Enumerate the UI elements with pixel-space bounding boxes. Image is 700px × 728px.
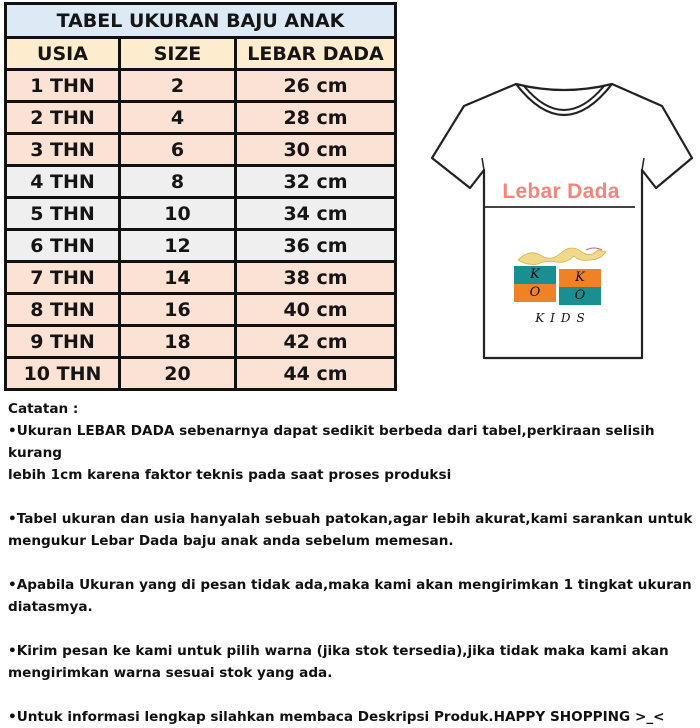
cell-size: 8 bbox=[120, 166, 236, 198]
table-row bbox=[6, 358, 396, 390]
notes-heading: Catatan : bbox=[8, 401, 79, 417]
logo-brand-text: KIDS bbox=[535, 311, 591, 325]
table-row bbox=[6, 262, 396, 294]
header-lebar-dada: LEBAR DADA bbox=[236, 38, 396, 70]
header-usia: USIA bbox=[6, 38, 120, 70]
koko-kids-logo bbox=[514, 244, 608, 326]
logo-tile-k2: K bbox=[559, 269, 601, 287]
table-row bbox=[6, 326, 396, 358]
header-size: SIZE bbox=[120, 38, 236, 70]
note-line: diatasmya. bbox=[8, 599, 93, 615]
cell-usia: 6 THN bbox=[6, 230, 120, 262]
cell-lebar-dada: 26 cm bbox=[236, 70, 396, 102]
note-line: mengukur Lebar Dada baju anak anda sebelum memesan. bbox=[8, 533, 454, 549]
table-row bbox=[6, 134, 396, 166]
cell-usia: 10 THN bbox=[6, 358, 120, 390]
logo-tile-o1: O bbox=[514, 284, 556, 302]
logo-tile-o2: O bbox=[559, 287, 601, 305]
cell-lebar-dada: 38 cm bbox=[236, 262, 396, 294]
table-title-row bbox=[6, 4, 396, 38]
cell-size: 12 bbox=[120, 230, 236, 262]
cell-usia: 4 THN bbox=[6, 166, 120, 198]
table-row bbox=[6, 230, 396, 262]
cell-usia: 5 THN bbox=[6, 198, 120, 230]
cell-size: 4 bbox=[120, 102, 236, 134]
cell-lebar-dada: 40 cm bbox=[236, 294, 396, 326]
table-row bbox=[6, 294, 396, 326]
cell-usia: 1 THN bbox=[6, 70, 120, 102]
note-line: •Ukuran LEBAR DADA sebenarnya dapat sedikit berbeda dari tabel,perkiraan selisih kurang bbox=[8, 423, 655, 461]
table-header-row bbox=[6, 38, 396, 70]
cell-usia: 9 THN bbox=[6, 326, 120, 358]
lebar-dada-label: Lebar Dada bbox=[502, 180, 620, 203]
note-line: •Kirim pesan ke kami untuk pilih warna (jika stok tersedia),jika tidak maka kami akan bbox=[8, 643, 669, 659]
note-line: •Untuk informasi lengkap silahkan membaca Deskripsi Produk.HAPPY SHOPPING >_< bbox=[8, 709, 665, 725]
cell-usia: 8 THN bbox=[6, 294, 120, 326]
table-row bbox=[6, 102, 396, 134]
table-row bbox=[6, 198, 396, 230]
cell-lebar-dada: 44 cm bbox=[236, 358, 396, 390]
table-row bbox=[6, 70, 396, 102]
cell-size: 6 bbox=[120, 134, 236, 166]
cell-lebar-dada: 42 cm bbox=[236, 326, 396, 358]
table-row bbox=[6, 166, 396, 198]
table-title: TABEL UKURAN BAJU ANAK bbox=[6, 4, 396, 38]
cell-size: 2 bbox=[120, 70, 236, 102]
logo-tile-k1: K bbox=[514, 266, 556, 284]
cell-usia: 3 THN bbox=[6, 134, 120, 166]
size-chart-table bbox=[4, 2, 397, 391]
cell-lebar-dada: 30 cm bbox=[236, 134, 396, 166]
cell-lebar-dada: 28 cm bbox=[236, 102, 396, 134]
chest-width-line bbox=[485, 206, 635, 208]
cell-size: 18 bbox=[120, 326, 236, 358]
cell-size: 16 bbox=[120, 294, 236, 326]
cell-size: 14 bbox=[120, 262, 236, 294]
cell-lebar-dada: 32 cm bbox=[236, 166, 396, 198]
cell-lebar-dada: 34 cm bbox=[236, 198, 396, 230]
note-line: lebih 1cm karena faktor teknis pada saat proses produksi bbox=[8, 467, 452, 483]
note-line: mengirimkan warna sesuai stok yang ada. bbox=[8, 665, 333, 681]
notes-section bbox=[8, 398, 698, 728]
cell-size: 20 bbox=[120, 358, 236, 390]
dragon-icon bbox=[516, 244, 608, 266]
cell-usia: 7 THN bbox=[6, 262, 120, 294]
cell-lebar-dada: 36 cm bbox=[236, 230, 396, 262]
cell-size: 10 bbox=[120, 198, 236, 230]
note-line: •Apabila Ukuran yang di pesan tidak ada,maka kami akan mengirimkan 1 tingkat ukuran bbox=[8, 577, 692, 593]
cell-usia: 2 THN bbox=[6, 102, 120, 134]
note-line: •Tabel ukuran dan usia hanyalah sebuah patokan,agar lebih akurat,kami sarankan untuk bbox=[8, 511, 693, 527]
